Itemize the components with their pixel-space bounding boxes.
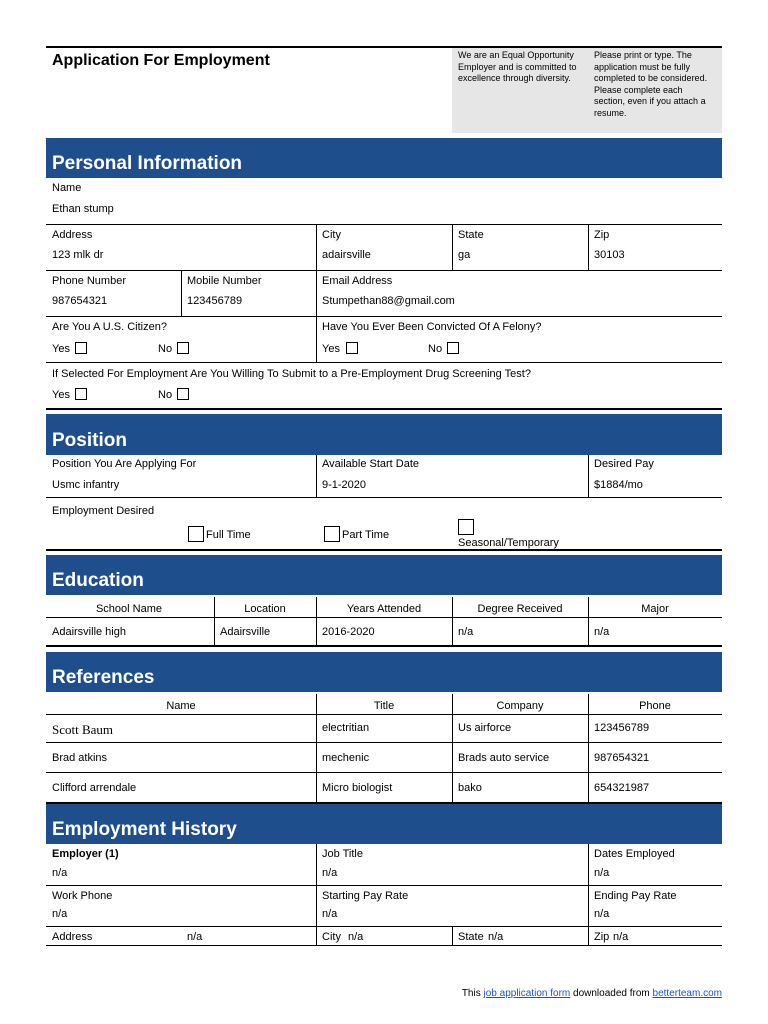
reference-name-cell[interactable]: Scott Baum (52, 722, 114, 737)
instructions-note: Please print or type. The application must be fully completed to be considered. Please complete each section, even if you attach a resume. (594, 50, 708, 118)
employer-city-label: City (322, 931, 341, 943)
divider (181, 270, 182, 317)
dates-employed-field[interactable]: n/a (594, 867, 610, 879)
education-major-cell[interactable]: n/a (594, 626, 610, 638)
reference-name-cell[interactable]: Brad atkins (52, 752, 108, 764)
mobile-label: Mobile Number (187, 275, 262, 287)
email-label: Email Address (322, 275, 393, 287)
divider (46, 549, 722, 551)
citizen-no-checkbox[interactable] (177, 342, 189, 354)
desired-pay-field[interactable]: $1884/mo (594, 479, 643, 491)
reference-phone-cell[interactable]: 987654321 (594, 752, 650, 764)
footer-credit (462, 988, 722, 999)
references-header: References (46, 652, 722, 692)
part-time-checkbox[interactable] (324, 526, 340, 542)
employer-address-label: Address (52, 931, 93, 943)
divider (316, 597, 317, 645)
divider (46, 316, 722, 317)
employer-field[interactable]: n/a (52, 867, 68, 879)
part-time-label: Part Time (342, 529, 390, 541)
felony-question: Have You Ever Been Convicted Of A Felony? (322, 321, 542, 333)
drug-yes-checkbox[interactable] (75, 388, 87, 400)
starting-pay-field[interactable]: n/a (322, 908, 338, 920)
divider (46, 224, 722, 225)
personal-information-header: Personal Information (46, 138, 722, 178)
reference-title-cell[interactable]: Micro biologist (322, 782, 393, 794)
address-field[interactable]: 123 mlk dr (52, 249, 104, 261)
divider (588, 844, 589, 945)
ending-pay-field[interactable]: n/a (594, 908, 610, 920)
education-col-degree: Degree Received (477, 603, 563, 615)
phone-label: Phone Number (52, 275, 126, 287)
divider (588, 694, 589, 802)
reference-title-cell[interactable]: electritian (322, 722, 370, 734)
divider (316, 270, 317, 317)
divider (46, 408, 722, 410)
education-degree-cell[interactable]: n/a (458, 626, 474, 638)
education-col-years: Years Attended (346, 603, 422, 615)
drug-no-checkbox[interactable] (177, 388, 189, 400)
divider (588, 597, 589, 645)
work-phone-label: Work Phone (52, 890, 113, 902)
divider (46, 270, 722, 271)
employer-state-label: State (458, 931, 484, 943)
reference-phone-cell[interactable]: 123456789 (594, 722, 650, 734)
divider (46, 772, 722, 773)
education-header: Education (46, 555, 722, 595)
betterteam-link[interactable]: betterteam.com (652, 988, 722, 999)
felony-yes-label: Yes (322, 343, 340, 355)
divider (46, 645, 722, 647)
citizen-no-label: No (158, 343, 173, 355)
divider (46, 885, 722, 886)
references-col-name: Name (166, 700, 196, 712)
page-title: Application For Employment (52, 52, 270, 69)
zip-label: Zip (594, 229, 610, 241)
ending-pay-label: Ending Pay Rate (594, 890, 677, 902)
employer-label: Employer (1) (52, 848, 119, 860)
job-title-label: Job Title (322, 848, 363, 860)
divider (46, 742, 722, 743)
mobile-field[interactable]: 123456789 (187, 295, 243, 307)
start-date-label: Available Start Date (322, 458, 420, 470)
education-location-cell[interactable]: Adairsville (220, 626, 271, 638)
reference-title-cell[interactable]: mechenic (322, 752, 370, 764)
education-col-major: Major (641, 603, 669, 615)
citizen-yes-checkbox[interactable] (75, 342, 87, 354)
city-label: City (322, 229, 341, 241)
divider (452, 694, 453, 802)
footer-middle: downloaded from (573, 988, 650, 999)
employment-desired-label: Employment Desired (52, 505, 155, 517)
footer-prefix: This (461, 988, 481, 999)
education-col-location: Location (244, 603, 286, 615)
felony-yes-checkbox[interactable] (346, 342, 358, 354)
divider (46, 714, 722, 715)
citizen-question: Are You A U.S. Citizen? (52, 321, 167, 333)
full-time-checkbox[interactable] (188, 526, 204, 542)
employer-zip-label: Zip (594, 931, 610, 943)
starting-pay-label: Starting Pay Rate (322, 890, 409, 902)
reference-company-cell[interactable]: Us airforce (458, 722, 512, 734)
employer-city-field[interactable]: n/a (348, 931, 364, 943)
divider (46, 497, 722, 498)
address-label: Address (52, 229, 93, 241)
references-col-title: Title (373, 700, 395, 712)
divider (452, 926, 453, 945)
drug-test-question: If Selected For Employment Are You Willing To Submit to a Pre-Employment Drug Screening Test? (52, 368, 531, 380)
job-application-form-link[interactable]: job application form (483, 988, 571, 999)
divider (316, 455, 317, 498)
seasonal-checkbox[interactable] (458, 519, 474, 535)
drug-yes-label: Yes (52, 389, 70, 401)
employment-history-header: Employment History (46, 804, 722, 844)
divider (452, 597, 453, 645)
reference-phone-cell[interactable]: 654321987 (594, 782, 650, 794)
felony-no-label: No (428, 343, 443, 355)
reference-name-cell[interactable]: Clifford arrendale (52, 782, 137, 794)
phone-field[interactable]: 987654321 (52, 295, 108, 307)
job-title-field[interactable]: n/a (322, 867, 338, 879)
position-applying-label: Position You Are Applying For (52, 458, 197, 470)
divider (316, 694, 317, 802)
state-label: State (458, 229, 484, 241)
divider (316, 224, 317, 271)
desired-pay-label: Desired Pay (594, 458, 654, 470)
equal-opportunity-note: We are an Equal Opportunity Employer and is committed to excellence through diversity. (458, 50, 577, 83)
divider (316, 844, 317, 945)
start-date-field[interactable]: 9-1-2020 (322, 479, 367, 491)
divider (46, 362, 722, 363)
work-phone-field[interactable]: n/a (52, 908, 68, 920)
zip-field[interactable]: 30103 (594, 249, 625, 261)
divider (316, 316, 317, 363)
divider (46, 945, 722, 946)
references-col-company: Company (496, 700, 544, 712)
reference-company-cell[interactable]: Brads auto service (458, 752, 550, 764)
divider (46, 926, 722, 927)
divider (452, 224, 453, 271)
education-years-cell[interactable]: 2016-2020 (322, 626, 375, 638)
employer-address-field[interactable]: n/a (187, 931, 203, 943)
employer-zip-field[interactable]: n/a (613, 931, 629, 943)
employer-state-field[interactable]: n/a (488, 931, 504, 943)
full-time-label: Full Time (206, 529, 251, 541)
seasonal-label: Seasonal/Temporary (458, 537, 559, 549)
position-applying-field[interactable]: Usmc infantry (52, 479, 120, 491)
reference-company-cell[interactable]: bako (458, 782, 482, 794)
education-school-cell[interactable]: Adairsville high (52, 626, 126, 638)
divider (46, 617, 722, 618)
citizen-yes-label: Yes (52, 343, 70, 355)
drug-no-label: No (158, 389, 173, 401)
dates-employed-label: Dates Employed (594, 848, 675, 860)
name-label: Name (52, 182, 82, 194)
name-field[interactable]: Ethan stump (52, 203, 114, 215)
felony-no-checkbox[interactable] (447, 342, 459, 354)
divider (588, 455, 589, 498)
divider (214, 597, 215, 645)
divider (588, 224, 589, 271)
education-col-school: School Name (95, 603, 163, 615)
position-header: Position (46, 414, 722, 455)
references-col-phone: Phone (639, 700, 671, 712)
state-field[interactable]: ga (458, 249, 471, 261)
email-field[interactable]: Stumpethan88@gmail.com (322, 295, 455, 307)
city-field[interactable]: adairsville (322, 249, 371, 261)
